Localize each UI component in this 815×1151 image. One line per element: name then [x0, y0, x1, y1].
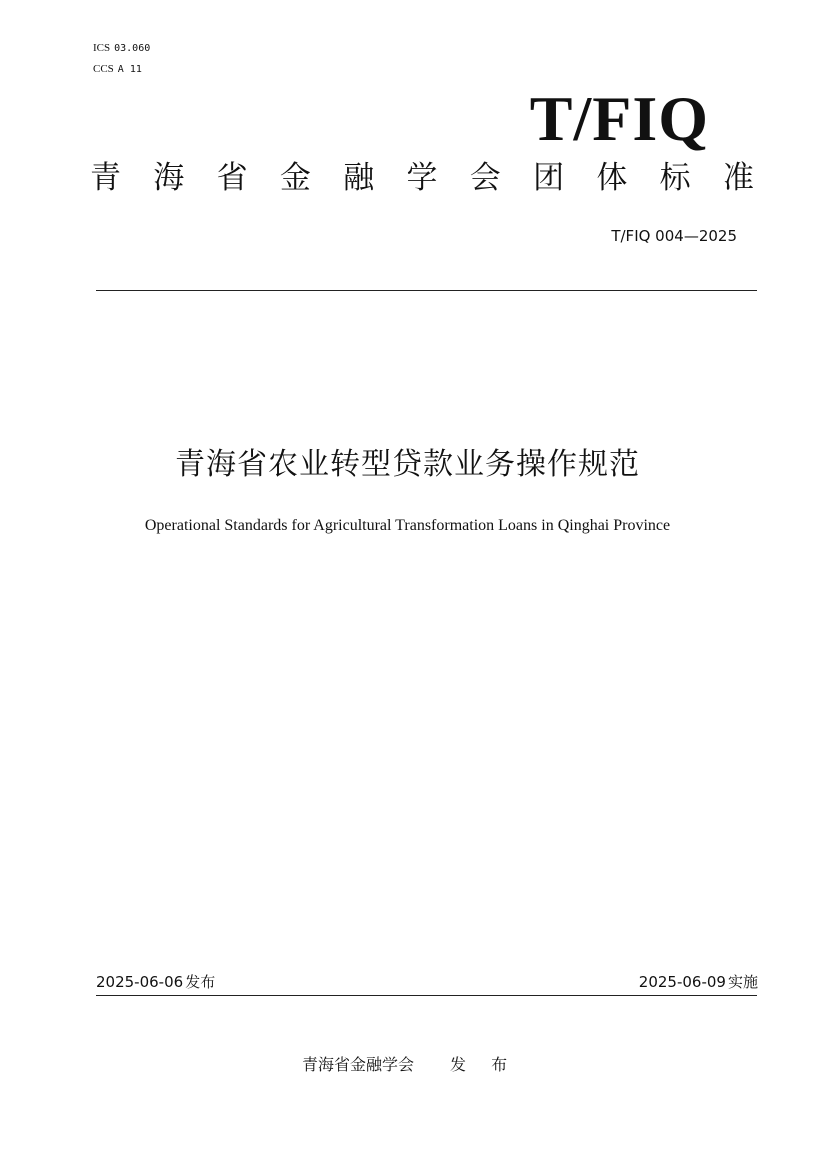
- ics-line: [93, 41, 150, 56]
- org-title-char: 青: [90, 160, 121, 196]
- org-title-char: 海: [153, 160, 185, 196]
- org-title-char: 体: [596, 160, 628, 196]
- org-title-char: 省: [216, 160, 248, 196]
- ics-label: ICS: [93, 42, 111, 54]
- org-title-char: 准: [722, 160, 754, 196]
- standard-logo: T/FIQ: [529, 83, 709, 154]
- issue-label: 发 布: [450, 1055, 518, 1074]
- document-title: 青海省农业转型贷款业务操作规范: [175, 447, 640, 482]
- org-standard-title: [90, 158, 754, 198]
- issuer-line: [302, 1054, 517, 1076]
- ccs-code: A 11: [117, 64, 142, 75]
- org-title-char: 会: [469, 160, 501, 196]
- publish-date: 2025-06-06: [96, 973, 184, 991]
- org-title-char: 团: [533, 160, 565, 196]
- ccs-label: CCS: [93, 63, 114, 75]
- publish-date-line: [96, 972, 215, 992]
- effective-date-line: [639, 972, 758, 992]
- org-title-char: 融: [343, 160, 375, 196]
- org-title-char: 标: [659, 160, 691, 196]
- org-title-char: 学: [406, 160, 438, 196]
- effective-date: 2025-06-09: [638, 973, 726, 991]
- ccs-line: [93, 62, 142, 77]
- effective-label: 实施: [727, 973, 758, 991]
- standard-number: T/FIQ 004—2025: [611, 227, 737, 245]
- org-title-char: 金: [279, 160, 311, 196]
- header-divider: [96, 290, 757, 291]
- document-title-english: Operational Standards for Agricultural Transformation Loans in Qinghai Province: [144, 517, 671, 534]
- issuer-name: 青海省金融学会: [302, 1055, 415, 1074]
- footer-divider: [96, 995, 757, 996]
- ics-code: 03.060: [114, 43, 151, 54]
- publish-label: 发布: [185, 973, 216, 991]
